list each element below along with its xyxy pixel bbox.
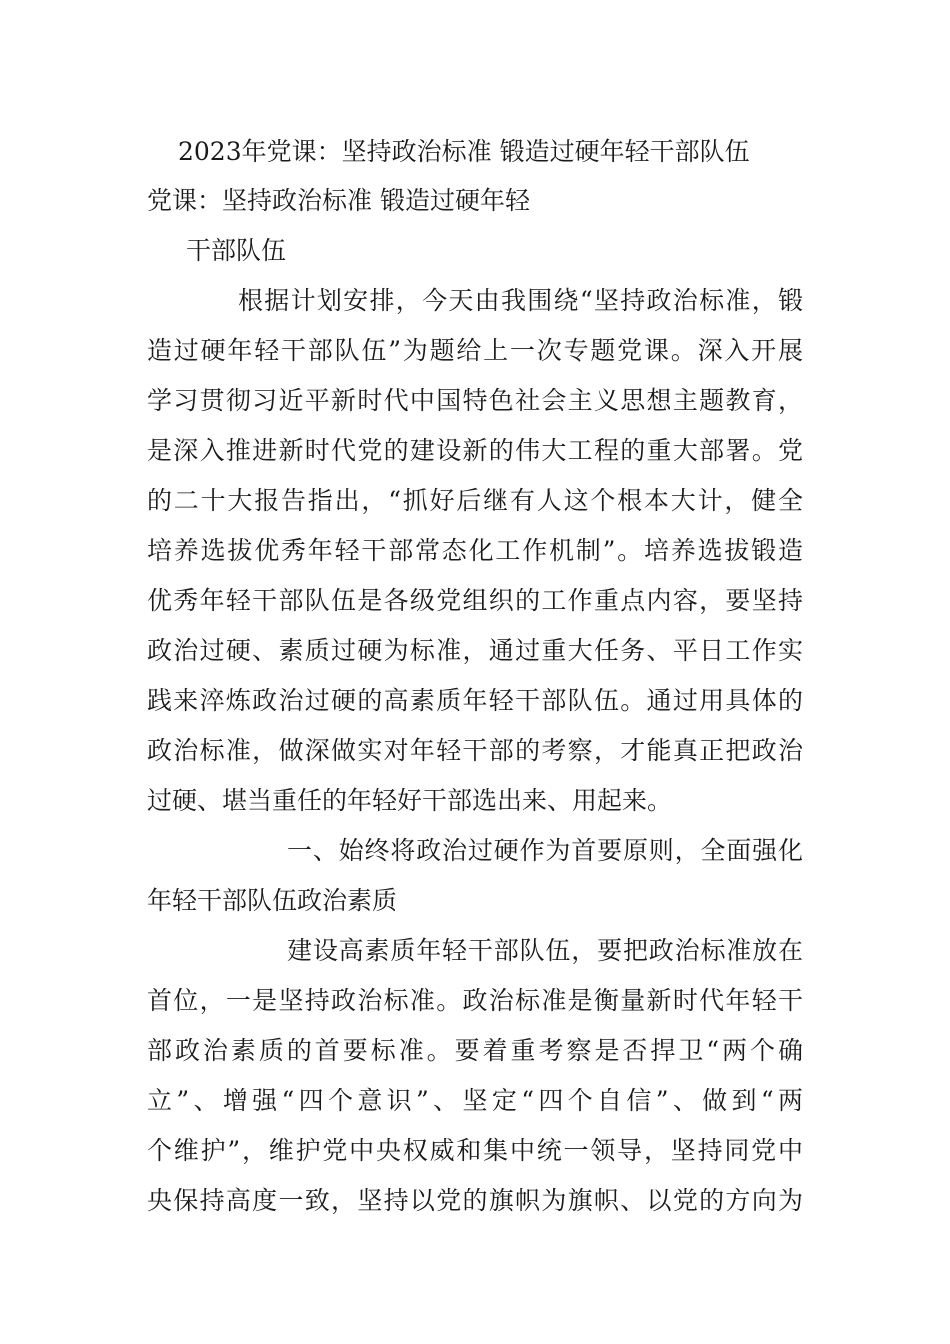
paragraph-line: 培养选拔优秀年轻干部常态化工作机制”。培养选拔锻造 (147, 536, 803, 565)
paragraph-line: 首位，一是坚持政治标准。政治标准是衡量新时代年轻干 (147, 986, 803, 1015)
subtitle-line-2: 干部队伍 (186, 236, 287, 265)
paragraph-line: 学习贯彻习近平新时代中国特色社会主义思想主题教育， (147, 386, 803, 415)
paragraph-line: 政治过硬、素质过硬为标准，通过重大任务、平日工作实 (147, 636, 803, 665)
paragraph-line: 立”、增强“四个意识”、坚定“四个自信”、做到“两 (147, 1086, 803, 1115)
paragraph-line: 的二十大报告指出，“抓好后继有人这个根本大计，健全 (147, 486, 803, 515)
paragraph-line: 是深入推进新时代党的建设新的伟大工程的重大部署。党 (147, 436, 803, 465)
paragraph-line: 政治标准，做深做实对年轻干部的考察，才能真正把政治 (147, 736, 803, 765)
paragraph-line: 造过硬年轻干部队伍”为题给上一次专题党课。深入开展 (147, 336, 803, 365)
paragraph-line: 央保持高度一致，坚持以党的旗帜为旗帜、以党的方向为 (147, 1186, 803, 1215)
section-heading-line: 年轻干部队伍政治素质 (147, 886, 398, 915)
paragraph-line: 优秀年轻干部队伍是各级党组织的工作重点内容，要坚持 (147, 586, 803, 615)
paragraph-line: 过硬、堪当重任的年轻好干部选出来、用起来。 (147, 786, 673, 815)
paragraph-line: 践来淬炼政治过硬的高素质年轻干部队伍。通过用具体的 (147, 686, 803, 715)
document-title: 2023年党课：坚持政治标准 锻造过硬年轻干部队伍 (178, 137, 750, 166)
paragraph-line: 根据计划安排，今天由我围绕“坚持政治标准，锻 (238, 286, 803, 315)
paragraph-line: 建设高素质年轻干部队伍，要把政治标准放在 (287, 936, 803, 965)
section-heading-line: 一、始终将政治过硬作为首要原则，全面强化 (287, 836, 803, 865)
paragraph-line: 个维护”，维护党中央权威和集中统一领导，坚持同党中 (147, 1136, 803, 1165)
paragraph-line: 部政治素质的首要标准。要着重考察是否捍卫“两个确 (147, 1036, 803, 1065)
subtitle-line-1: 党课：坚持政治标准 锻造过硬年轻 (147, 186, 530, 215)
